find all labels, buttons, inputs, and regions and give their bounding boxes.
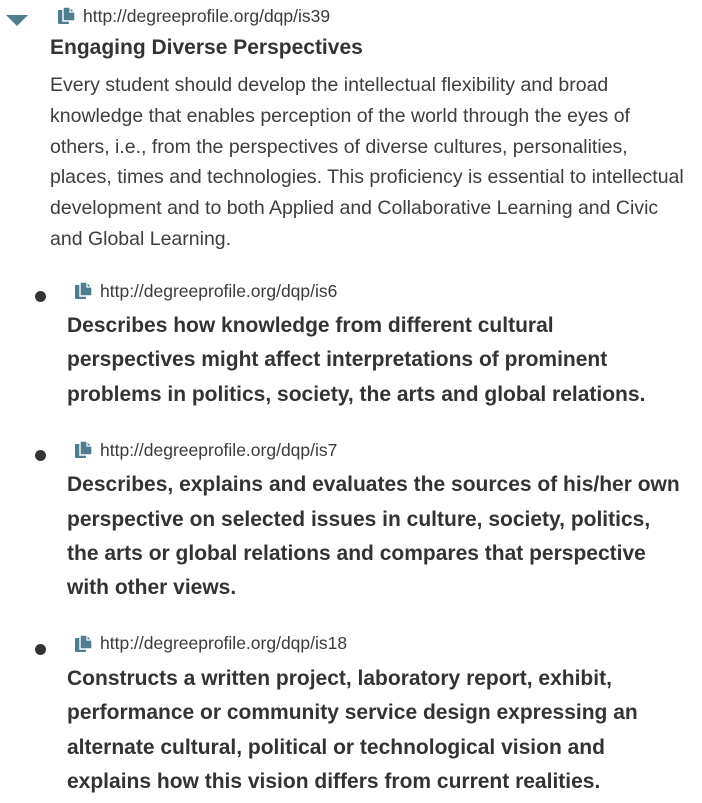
competency-uri-link[interactable]: http://degreeprofile.org/dqp/is7 [100,439,338,460]
competency-uri-link[interactable]: http://degreeprofile.org/dqp/is6 [100,280,338,301]
copy-document-icon[interactable] [74,440,94,460]
bullet-icon [35,450,46,461]
copy-document-icon[interactable] [57,6,77,26]
outcome-title: Engaging Diverse Perspectives [50,36,363,59]
outcome-uri-link[interactable]: http://degreeprofile.org/dqp/is39 [83,5,331,26]
competency-uri-row [74,438,702,462]
collapse-caret-icon[interactable] [6,15,28,26]
outcome-description: Every student should develop the intellectual flexibility and broad knowledge that enables perception of the world through the eyes of others, i.e., from the perspectives of diverse cultures, personalities, places, times and technologies. This proficiency is essential to intellectual development and to both Applied and Collaborative Learning and Civic and Global Learning. [50,74,684,250]
competency-list [0,279,702,803]
bullet-icon [35,291,46,302]
competency-uri-link[interactable]: http://degreeprofile.org/dqp/is18 [100,633,348,654]
competency-item [0,279,702,412]
copy-document-icon[interactable] [74,281,94,301]
competency-uri-row [74,632,702,656]
competency-text: Constructs a written project, laboratory report, exhibit, performance or community service design expressing an alternate cultural, political or technological vision and explains how this vision differs from current realities. [67,666,638,794]
competency-item [0,438,702,606]
competency-item [0,632,702,800]
copy-document-icon[interactable] [74,634,94,654]
bullet-icon [35,644,46,655]
competency-text: Describes, explains and evaluates the sources of his/her own perspective on selected issues in culture, society, politics, the arts or global relations and compares that perspective with other views. [67,473,680,600]
competency-uri-row [74,279,702,303]
outcome-uri-row [57,4,330,28]
competency-text: Describes how knowledge from different cultural perspectives might affect interpretations of prominent problems in politics, society, the arts and global relations. [67,314,646,406]
